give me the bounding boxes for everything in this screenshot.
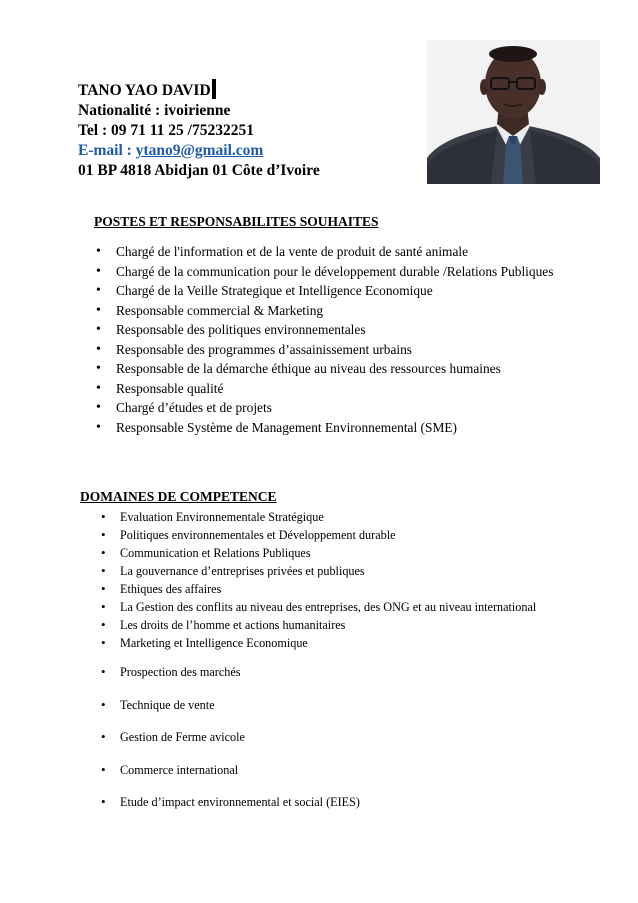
postal-address: 01 BP 4818 Abidjan 01 Côte d’Ivoire: [78, 162, 320, 179]
list-item: • Responsable commercial & Marketing: [116, 301, 553, 321]
portrait-photo-icon: [427, 40, 600, 184]
list-item: • Communication et Relations Publiques: [120, 544, 536, 562]
list-item: • Politiques environnementales et Développement durable: [120, 526, 536, 544]
nationality: Nationalité : ivoirienne: [78, 102, 231, 119]
list-item: • Prospection des marchés: [120, 663, 360, 681]
list-item: • Commerce international: [120, 761, 360, 779]
list-item: • Chargé d’études et de projets: [116, 398, 553, 418]
text-cursor-icon: [212, 79, 216, 99]
list-item: • La gouvernance d’entreprises privées et publiques: [120, 562, 536, 580]
cut-off-text-line: [96, 796, 441, 802]
telephone: Tel : 09 71 11 25 /75232251: [78, 122, 254, 139]
desired-positions-list: [116, 242, 553, 437]
list-item: • Responsable de la démarche éthique au niveau des ressources humaines: [116, 359, 553, 379]
list-item: • Technique de vente: [120, 696, 360, 714]
list-item: • Etude d’impact environnemental et social (EIES): [120, 793, 360, 811]
list-item: • Marketing et Intelligence Economique: [120, 634, 536, 652]
list-item: • Chargé de la Veille Strategique et Intelligence Economique: [116, 281, 553, 301]
list-item: • Chargé de l'information et de la vente de produit de santé animale: [116, 242, 553, 262]
section-title-competence-areas: DOMAINES DE COMPETENCE: [80, 489, 277, 504]
list-item: • Responsable qualité: [116, 379, 553, 399]
section-title-desired-positions: POSTES ET RESPONSABILITES SOUHAITES: [94, 214, 379, 229]
list-item: • Chargé de la communication pour le développement durable /Relations Publiques: [116, 262, 553, 282]
competence-areas-list: [120, 508, 536, 652]
candidate-name-line: [78, 79, 320, 101]
list-item: • La Gestion des conflits au niveau des entreprises, des ONG et au niveau international: [120, 598, 536, 616]
email-label: E-mail :: [78, 142, 136, 159]
portrait-photo: [427, 40, 600, 184]
list-item: • Responsable des programmes d’assainissement urbains: [116, 340, 553, 360]
email-line: [78, 141, 320, 161]
cv-header: [78, 79, 320, 181]
list-item: • Gestion de Ferme avicole: [120, 728, 360, 746]
list-item: • Responsable Système de Management Environnemental (SME): [116, 418, 553, 438]
list-item: • Responsable des politiques environnementales: [116, 320, 553, 340]
list-item: • Les droits de l’homme et actions humanitaires: [120, 616, 536, 634]
candidate-name: TANO YAO DAVID: [78, 82, 211, 99]
email-link[interactable]: ytano9@gmail.com: [135, 142, 264, 159]
list-item: • Evaluation Environnementale Stratégique: [120, 508, 536, 526]
list-item: • Ethiques des affaires: [120, 580, 536, 598]
